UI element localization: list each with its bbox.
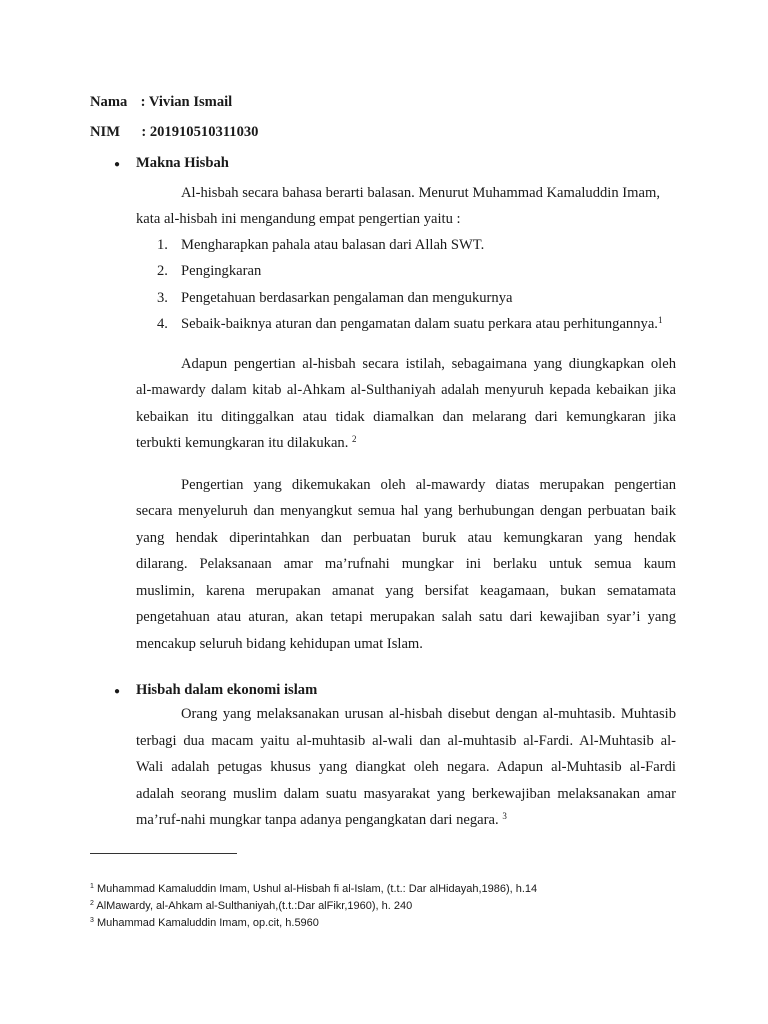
list-item bbox=[157, 290, 512, 307]
paragraph-line: Wali adalah petugas khusus yang diangkat oleh negara. Adapun al-Muhtasib al-Fardi bbox=[136, 759, 676, 775]
paragraph-line: Pengertian yang dikemukakan oleh al-mawardy diatas merupakan pengertian bbox=[181, 477, 676, 493]
name-label: Nama bbox=[90, 94, 128, 110]
paragraph-line: adalah seorang muslim dalam suatu masyarakat yang berkewajiban melaksanakan amar bbox=[136, 786, 676, 802]
list-item-text: Pengetahuan berdasarkan pengalaman dan mengukurnya bbox=[181, 290, 513, 306]
paragraph-line: kata al-hisbah ini mengandung empat pengertian yaitu : bbox=[136, 211, 461, 227]
footnote-divider bbox=[90, 853, 237, 854]
paragraph-text: ma’ruf-nahi mungkar tanpa adanya pengangkatan dari negara. bbox=[136, 812, 499, 828]
list-item-text: Sebaik-baiknya aturan dan pengamatan dalam suatu perkara atau perhitungannya. bbox=[181, 316, 658, 332]
paragraph-line: Orang yang melaksanakan urusan al-hisbah disebut dengan al-muhtasib. Muhtasib bbox=[181, 706, 676, 722]
nim-value: : 201910510311030 bbox=[141, 124, 259, 140]
section-heading-hisbah-ekonomi: Hisbah dalam ekonomi islam bbox=[136, 682, 318, 698]
footnote-text: Muhammad Kamaluddin Imam, Ushul al-Hisbah fi al-Islam, (t.t.: Dar alHidayah,1986), h.14 bbox=[96, 883, 538, 895]
list-item bbox=[157, 263, 261, 280]
footnote-number: 2 bbox=[90, 900, 94, 907]
footnote-item bbox=[90, 900, 412, 912]
list-item-text: Pengingkaran bbox=[181, 263, 262, 279]
paragraph-line: pengetahuan atau aturan, akan tetapi merupakan salah satu dari kewajiban syar’i yang bbox=[136, 609, 676, 625]
list-item bbox=[157, 316, 662, 333]
paragraph-line bbox=[136, 435, 357, 452]
paragraph-line: muslimin, karena merupakan amanat yang bersifat keagamaan, bukan sematamata bbox=[136, 583, 676, 599]
footnote-text: Muhammad Kamaluddin Imam, op.cit, h.5960 bbox=[96, 917, 319, 929]
footnote-item bbox=[90, 917, 319, 929]
footnote-ref: 1 bbox=[657, 315, 663, 325]
paragraph-line bbox=[136, 812, 507, 829]
list-item-number: 3. bbox=[157, 290, 168, 306]
list-item-number: 2. bbox=[157, 263, 168, 279]
list-item-text: Mengharapkan pahala atau balasan dari Allah SWT. bbox=[181, 237, 485, 253]
name-value: : Vivian Ismail bbox=[140, 94, 233, 110]
paragraph-text: terbukti kemungkaran itu dilakukan. bbox=[136, 435, 349, 451]
paragraph-line: kebaikan itu ditinggalkan atau tidak diamalkan dan melarang dari kemungkaran jika bbox=[136, 409, 676, 425]
footnote-number: 1 bbox=[90, 883, 94, 890]
footnote-item bbox=[90, 883, 537, 895]
list-item-number: 1. bbox=[157, 237, 168, 253]
bullet-icon: ● bbox=[114, 159, 121, 170]
bullet-icon: ● bbox=[114, 686, 121, 697]
paragraph-line: dilarang. Pelaksanaan amar ma’rufnahi mungkar ini berlaku untuk semua kaum bbox=[136, 556, 676, 572]
section-heading-makna-hisbah: Makna Hisbah bbox=[136, 155, 229, 171]
paragraph-line: Adapun pengertian al-hisbah secara istilah, sebagaimana yang diungkapkan oleh bbox=[181, 356, 676, 372]
paragraph-line: secara menyeluruh dan menyangkut semua hal yang berhubungan dengan perbuatan baik bbox=[136, 503, 676, 519]
paragraph-line: terbagi dua macam yaitu al-muhtasib al-wali dan al-muhtasib al-Fardi. Al-Muhtasib al- bbox=[136, 733, 676, 749]
footnote-ref: 2 bbox=[352, 434, 357, 444]
list-item-number: 4. bbox=[157, 316, 168, 332]
footnote-text: AlMawardy, al-Ahkam al-Sulthaniyah,(t.t.:Dar alFikr,1960), h. 240 bbox=[96, 900, 413, 912]
paragraph-line: mencakup seluruh bidang kehidupan umat Islam. bbox=[136, 636, 423, 652]
paragraph-line: yang hendak diperintahkan dan perbuatan buruk atau kemungkaran yang hendak bbox=[136, 530, 676, 546]
footnote-number: 3 bbox=[90, 917, 94, 924]
name-row bbox=[90, 94, 232, 111]
paragraph-line: Al-hisbah secara bahasa berarti balasan. Menurut Muhammad Kamaluddin Imam, bbox=[181, 185, 660, 201]
footnote-ref: 3 bbox=[502, 811, 507, 821]
list-item bbox=[157, 237, 484, 254]
paragraph-line: al-mawardy dalam kitab al-Ahkam al-Sulthaniyah adalah menyuruh kepada kebaikan jika bbox=[136, 382, 676, 398]
nim-row bbox=[90, 124, 258, 141]
nim-label: NIM bbox=[90, 124, 120, 140]
